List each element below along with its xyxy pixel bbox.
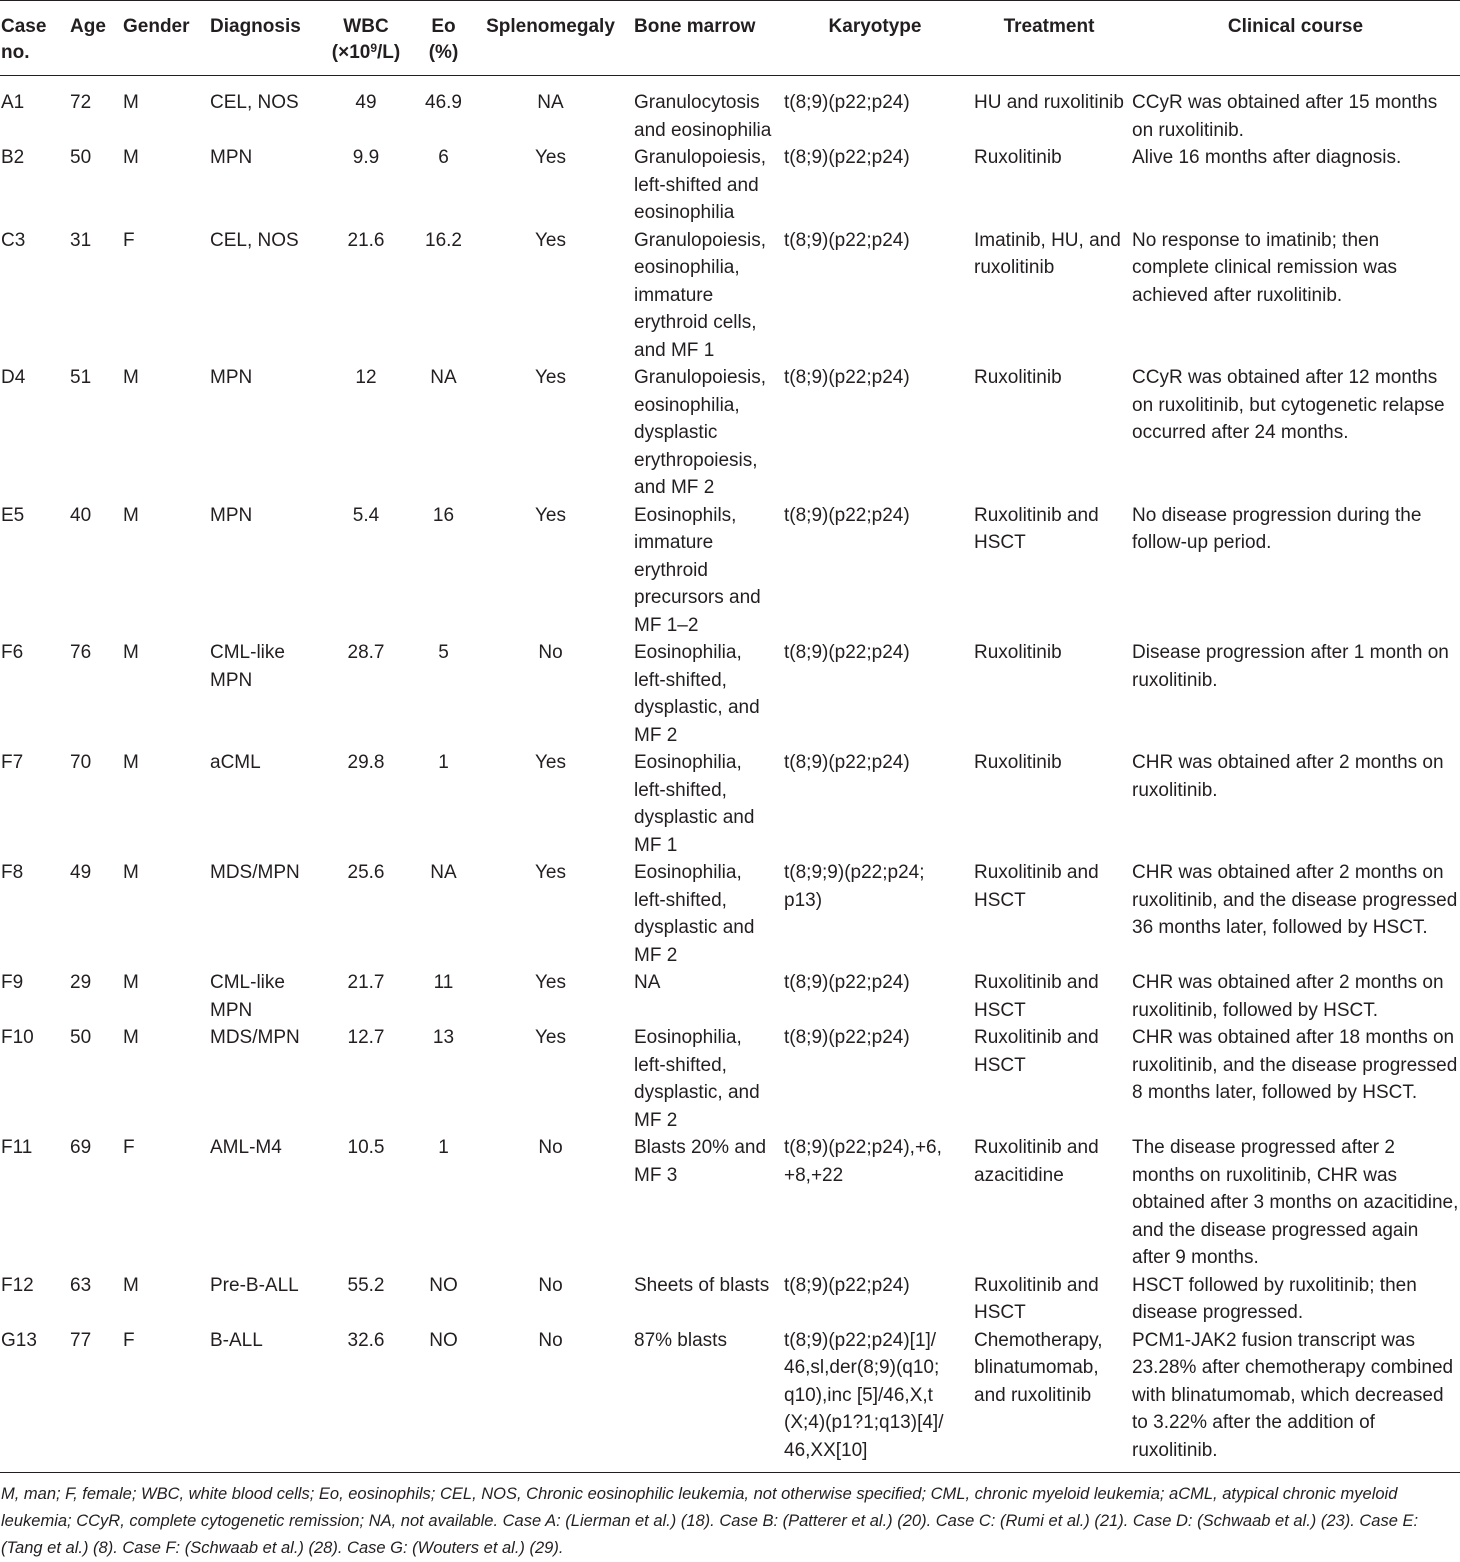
table-row (0, 1327, 1460, 1473)
table-row (0, 502, 1460, 640)
cell-diagnosis: MPN (210, 367, 253, 388)
cell-clinical-course: HSCT followed by ruxolitinib; then disease progressed. (1132, 1274, 1417, 1323)
cell-splenomegaly: NA (537, 92, 564, 113)
cell-case-no: G13 (1, 1329, 37, 1351)
cell-age: 40 (70, 504, 92, 526)
cell-karyotype: t(8;9)(p22;p24) (784, 92, 910, 113)
cell-karyotype: t(8;9)(p22;p24)[1]/ 46,sl,der(8;9)(q10; q10),inc [5]/46,X,t (X;4)(p1?1;q13)[4]/ 46,XX[10] (784, 1329, 944, 1461)
cell-treatment: Ruxolitinib and HSCT (974, 862, 1099, 911)
cell-gender: M (123, 642, 139, 663)
cell-treatment: Ruxolitinib (974, 642, 1062, 663)
cell-bone-marrow: Eosinophilia, left-shifted, dysplastic and MF 2 (634, 862, 755, 966)
cell-gender: M (123, 862, 139, 883)
cell-treatment: Ruxolitinib and HSCT (974, 504, 1099, 553)
cell-case-no: F11 (1, 1137, 33, 1158)
cell-wbc: 25.6 (347, 862, 385, 883)
cell-wbc: 9.9 (352, 147, 380, 168)
cell-clinical-course: CHR was obtained after 18 months on ruxolitinib, and the disease progressed 8 months later, followed by HSCT. (1132, 1027, 1458, 1103)
cell-clinical-course: Disease progression after 1 month on ruxolitinib. (1132, 642, 1449, 691)
cell-eo: NA (430, 862, 457, 883)
cell-diagnosis: AML-M4 (210, 1137, 282, 1158)
cell-diagnosis: MPN (210, 147, 253, 168)
cell-gender: M (123, 147, 139, 168)
table-body (0, 76, 1460, 1473)
cell-case-no: F7 (1, 752, 24, 773)
cell-case-no: F9 (1, 972, 24, 993)
cell-eo: 1 (438, 752, 449, 773)
cell-gender: F (123, 1137, 135, 1158)
cell-age: 77 (70, 1329, 92, 1351)
table-row (0, 364, 1460, 502)
cell-clinical-course: No disease progression during the follow-up period. (1132, 504, 1422, 553)
cell-age: 51 (70, 367, 92, 388)
cell-wbc: 12.7 (347, 1027, 385, 1048)
cell-splenomegaly: Yes (535, 862, 566, 883)
cell-bone-marrow: Sheets of blasts (634, 1274, 770, 1296)
cell-karyotype: t(8;9)(p22;p24) (784, 147, 910, 168)
cell-bone-marrow: Eosinophilia, left-shifted, dysplastic, and MF 2 (634, 642, 760, 746)
cell-treatment: Imatinib, HU, and ruxolitinib (974, 229, 1121, 278)
cell-treatment: Ruxolitinib (974, 752, 1062, 773)
cell-bone-marrow: NA (634, 972, 661, 993)
cell-treatment: Ruxolitinib and HSCT (974, 1274, 1099, 1323)
cell-treatment: Ruxolitinib and HSCT (974, 972, 1099, 1021)
cell-eo: 5 (438, 642, 449, 663)
cell-case-no: E5 (1, 504, 25, 526)
cell-treatment: Ruxolitinib (974, 367, 1062, 388)
cell-splenomegaly: No (538, 642, 563, 663)
cell-karyotype: t(8;9)(p22;p24) (784, 229, 910, 251)
cell-diagnosis: CML-like MPN (210, 642, 285, 691)
table-row (0, 1024, 1460, 1134)
cell-diagnosis: aCML (210, 752, 261, 773)
cell-splenomegaly: Yes (535, 752, 566, 773)
cell-gender: F (123, 229, 135, 251)
cell-gender: M (123, 504, 139, 526)
table-row (0, 76, 1460, 145)
cell-splenomegaly: Yes (535, 229, 566, 251)
cell-bone-marrow: Granulocytosis and eosinophilia (634, 92, 772, 141)
table-row (0, 227, 1460, 365)
cell-diagnosis: MDS/MPN (210, 1027, 300, 1048)
cell-clinical-course: Alive 16 months after diagnosis. (1132, 147, 1402, 168)
cell-age: 49 (70, 862, 92, 883)
cell-wbc: 55.2 (347, 1274, 385, 1296)
cell-clinical-course: No response to imatinib; then complete clinical remission was achieved after ruxolitinib. (1132, 229, 1398, 306)
cell-splenomegaly: No (538, 1274, 563, 1296)
header-case-no: Case no. (0, 1, 66, 76)
header-diagnosis: Diagnosis (206, 1, 316, 76)
cell-karyotype: t(8;9)(p22;p24) (784, 504, 910, 526)
cell-clinical-course: CCyR was obtained after 12 months on ruxolitinib, but cytogenetic relapse occurred after 24 months. (1132, 367, 1445, 443)
header-karyotype: Karyotype (780, 1, 970, 76)
header-eo: Eo (%) (416, 1, 471, 76)
cell-karyotype: t(8;9)(p22;p24) (784, 752, 910, 773)
cell-clinical-course: The disease progressed after 2 months on ruxolitinib, CHR was obtained after 3 months on azacitidine, and the disease progressed again after 9 months. (1132, 1137, 1459, 1268)
cell-case-no: F6 (1, 642, 24, 663)
cell-diagnosis: CEL, NOS (210, 229, 299, 251)
table-row (0, 859, 1460, 969)
cell-age: 69 (70, 1137, 92, 1158)
table-row (0, 969, 1460, 1024)
cell-wbc: 29.8 (347, 752, 385, 773)
cell-gender: M (123, 367, 139, 388)
header-age: Age (66, 1, 119, 76)
cell-eo: 46.9 (425, 92, 462, 113)
header-bone-marrow: Bone marrow (630, 1, 780, 76)
cell-age: 76 (70, 642, 92, 663)
cell-wbc: 5.4 (352, 504, 380, 526)
cell-gender: F (123, 1329, 135, 1351)
cell-diagnosis: Pre-B-ALL (210, 1274, 299, 1296)
cell-eo: 16.2 (425, 229, 462, 251)
table-row (0, 749, 1460, 859)
cell-bone-marrow: Granulopoiesis, eosinophilia, immature erythroid cells, and MF 1 (634, 229, 767, 361)
cell-eo: 13 (432, 1027, 455, 1048)
cell-splenomegaly: Yes (535, 367, 566, 388)
cell-diagnosis: MDS/MPN (210, 862, 300, 883)
cell-karyotype: t(8;9)(p22;p24) (784, 1027, 910, 1048)
cell-wbc: 21.7 (347, 972, 385, 993)
cell-gender: M (123, 752, 139, 773)
cell-clinical-course: PCM1-JAK2 fusion transcript was 23.28% after chemotherapy combined with blinatumomab, which decreased to 3.22% after the addition of ruxolitinib. (1132, 1329, 1454, 1461)
cell-diagnosis: MPN (210, 504, 253, 526)
cell-eo: 16 (432, 504, 455, 526)
cell-diagnosis: B-ALL (210, 1329, 263, 1351)
cell-karyotype: t(8;9)(p22;p24) (784, 1274, 910, 1296)
cell-eo: 11 (433, 972, 454, 993)
cell-clinical-course: CHR was obtained after 2 months on ruxolitinib, followed by HSCT. (1132, 972, 1444, 1021)
table-row (0, 639, 1460, 749)
header-wbc: WBC $(\times 10^9/L)$ (316, 1, 416, 76)
header-clinical-course: Clinical course (1128, 1, 1460, 76)
cell-eo: 6 (438, 147, 449, 168)
table-row (0, 1272, 1460, 1327)
header-treatment: Treatment (970, 1, 1128, 76)
cell-age: 29 (70, 972, 92, 993)
cell-karyotype: t(8;9)(p22;p24) (784, 972, 910, 993)
table-row (0, 1134, 1460, 1272)
cell-clinical-course: CCyR was obtained after 15 months on ruxolitinib. (1132, 92, 1438, 141)
cell-treatment: Chemotherapy, blinatumomab, and ruxolitinib (974, 1329, 1103, 1406)
cell-case-no: F8 (1, 862, 24, 883)
cell-wbc: 10.5 (347, 1137, 385, 1158)
cell-karyotype: t(8;9)(p22;p24),+6, +8,+22 (784, 1137, 942, 1186)
cell-wbc: 28.7 (347, 642, 385, 663)
cell-age: 72 (70, 92, 92, 113)
cell-case-no: F12 (1, 1274, 34, 1296)
cell-case-no: F10 (1, 1027, 34, 1048)
cell-karyotype: t(8;9)(p22;p24) (784, 642, 910, 663)
cell-diagnosis: CEL, NOS (210, 92, 299, 113)
table-row (0, 144, 1460, 227)
cell-treatment: Ruxolitinib and azacitidine (974, 1137, 1099, 1186)
cell-splenomegaly: No (538, 1329, 563, 1351)
cell-age: 50 (70, 1027, 92, 1048)
cell-treatment: HU and ruxolitinib (974, 92, 1124, 113)
cell-eo: 1 (438, 1137, 449, 1158)
table-footnote: M, man; F, female; WBC, white blood cells; Eo, eosinophils; CEL, NOS, Chronic eosinophilic leukemia, not otherwise specified; CML, chronic myeloid leukemia; aCML, atypical chronic myeloid leukemia; CCyR, complete cytogenetic remission; NA, not available. Case A: (Lierman et al.) (18). Case B: (Patterer et al.) (20). Case C: (Rumi et al.) (21). Case D: (Schwaab et al.) (23). Case E: (Tang et al.) (8). Case F: (Schwaab et al.) (28). Case G: (Wouters et al.) (29). (1, 1485, 1419, 1557)
cell-age: 31 (70, 229, 92, 251)
cell-case-no: C3 (1, 229, 26, 251)
cell-wbc: 49 (355, 92, 377, 113)
cell-bone-marrow: Blasts 20% and MF 3 (634, 1137, 767, 1186)
cell-splenomegaly: Yes (535, 504, 566, 526)
cell-karyotype: t(8;9;9)(p22;p24; p13) (784, 862, 925, 911)
cell-gender: M (123, 1274, 139, 1296)
cell-eo: NA (430, 367, 457, 388)
cell-bone-marrow: 87% blasts (634, 1329, 727, 1351)
cell-treatment: Ruxolitinib and HSCT (974, 1027, 1099, 1076)
cell-age: 70 (70, 752, 92, 773)
cell-splenomegaly: Yes (535, 972, 566, 993)
cell-wbc: 32.6 (347, 1329, 385, 1351)
header-row (0, 1, 1460, 76)
cell-age: 63 (70, 1274, 92, 1296)
cell-wbc: 21.6 (347, 229, 385, 251)
cell-splenomegaly: Yes (535, 1027, 566, 1048)
cell-clinical-course: CHR was obtained after 2 months on ruxolitinib, and the disease progressed 36 months later, followed by HSCT. (1132, 862, 1458, 938)
cell-eo: NO (429, 1329, 458, 1351)
header-splenomegaly: Splenomegaly (471, 1, 630, 76)
cell-age: 50 (70, 147, 92, 168)
cell-karyotype: t(8;9)(p22;p24) (784, 367, 910, 388)
cell-diagnosis: CML-like MPN (210, 972, 285, 1021)
cell-case-no: D4 (1, 367, 26, 388)
cell-bone-marrow: Eosinophils, immature erythroid precursors and MF 1–2 (634, 504, 761, 636)
cell-case-no: B2 (1, 147, 25, 168)
cell-splenomegaly: Yes (535, 147, 566, 168)
cell-gender: M (123, 972, 139, 993)
cell-wbc: 12 (355, 367, 377, 388)
header-gender: Gender (119, 1, 206, 76)
cell-bone-marrow: Eosinophilia, left-shifted, dysplastic and MF 1 (634, 752, 755, 856)
cell-gender: M (123, 92, 139, 113)
cell-bone-marrow: Eosinophilia, left-shifted, dysplastic, and MF 2 (634, 1027, 760, 1131)
cell-splenomegaly: No (538, 1137, 563, 1158)
cell-bone-marrow: Granulopoiesis, eosinophilia, dysplastic erythropoiesis, and MF 2 (634, 367, 767, 498)
cell-bone-marrow: Granulopoiesis, left-shifted and eosinophilia (634, 147, 767, 223)
cell-clinical-course: CHR was obtained after 2 months on ruxolitinib. (1132, 752, 1444, 801)
cell-eo: NO (429, 1274, 458, 1296)
cell-gender: M (123, 1027, 139, 1048)
cell-case-no: A1 (1, 92, 25, 113)
cell-treatment: Ruxolitinib (974, 147, 1062, 168)
